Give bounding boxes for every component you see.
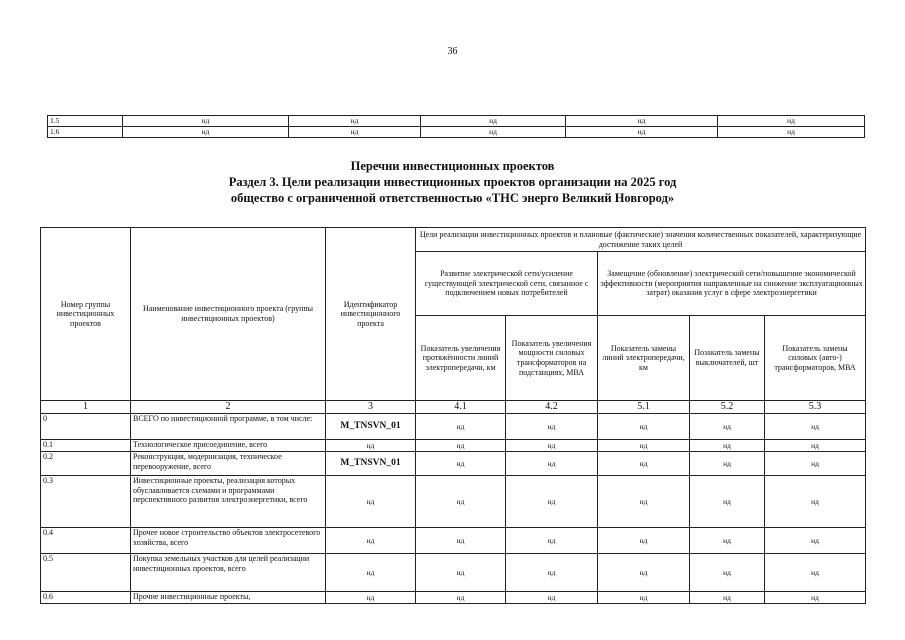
table-row: [41, 528, 866, 554]
table-row: [48, 127, 865, 138]
column-index-cell: 4.2: [506, 401, 598, 414]
indicator-value-cell: нд: [598, 554, 690, 592]
column-index-cell: 5.2: [690, 401, 765, 414]
indicator-value-cell: нд: [598, 452, 690, 476]
group-number-cell: 0.2: [41, 452, 131, 476]
section-headings: [0, 158, 905, 206]
header-indicator-5-3: Показатель замены силовых (авто-) трансформаторов, МВА: [765, 316, 866, 401]
value-cell: нд: [123, 116, 289, 127]
indicator-value-cell: нд: [690, 528, 765, 554]
value-cell: нд: [718, 127, 865, 138]
indicator-value-cell: нд: [765, 414, 866, 440]
indicator-value-cell: нд: [598, 414, 690, 440]
investment-goals-table: [40, 227, 866, 604]
indicator-value-cell: нд: [690, 452, 765, 476]
group-number-cell: 0.5: [41, 554, 131, 592]
project-name-cell: ВСЕГО по инвестиционной программе, в том числе:: [131, 414, 326, 440]
value-cell: нд: [421, 127, 566, 138]
project-name-cell: Технологическое присоединение, всего: [131, 440, 326, 452]
row-code: 1.6: [48, 127, 123, 138]
indicator-value-cell: нд: [598, 440, 690, 452]
indicator-value-cell: нд: [598, 528, 690, 554]
table-row: [41, 554, 866, 592]
identifier-cell: нд: [326, 528, 416, 554]
group-number-cell: 0.6: [41, 592, 131, 604]
group-number-cell: 0: [41, 414, 131, 440]
heading-organization: общество с ограниченной ответственностью «ТНС энерго Великий Новгород»: [230, 191, 675, 205]
indicator-value-cell: нд: [416, 592, 506, 604]
identifier-cell: M_TNSVN_01: [326, 414, 416, 440]
column-index-cell: 4.1: [416, 401, 506, 414]
indicator-value-cell: нд: [765, 440, 866, 452]
indicator-value-cell: нд: [765, 528, 866, 554]
indicator-value-cell: нд: [416, 476, 506, 528]
indicator-value-cell: нд: [598, 592, 690, 604]
column-index-cell: 1: [41, 401, 131, 414]
project-name-cell: Прочее новое строительство объектов электросетевого хозяйства, всего: [131, 528, 326, 554]
group-number-cell: 0.1: [41, 440, 131, 452]
project-name-cell: Инвестиционные проекты, реализация которых обуславливается схемами и программами перспективного развития электроэнергетики, всего: [131, 476, 326, 528]
investment-goals-table-body: [41, 414, 866, 604]
indicator-value-cell: нд: [416, 452, 506, 476]
indicator-value-cell: нд: [690, 440, 765, 452]
header-indicator-4-1: Показатель увеличения протяжённости линий электропередачи, км: [416, 316, 506, 401]
value-cell: нд: [566, 116, 718, 127]
table-row: [41, 592, 866, 604]
header-indicator-5-2: Позакатель замены выключателей, шт: [690, 316, 765, 401]
indicator-value-cell: нд: [598, 476, 690, 528]
indicator-value-cell: нд: [690, 414, 765, 440]
header-goals-title: Цели реализации инвестиционных проектов и плановые (фактические) значения количественных показателей, характеризующие достижение таких целей: [416, 228, 866, 252]
column-index-cell: 3: [326, 401, 416, 414]
indicator-value-cell: нд: [765, 476, 866, 528]
row-code: 1.5: [48, 116, 123, 127]
indicator-value-cell: нд: [765, 452, 866, 476]
page-number: 36: [447, 46, 458, 57]
heading-title: Перечни инвестиционных проектов: [350, 159, 555, 173]
indicator-value-cell: нд: [506, 452, 598, 476]
identifier-cell: нд: [326, 554, 416, 592]
table-row: [41, 440, 866, 452]
indicator-value-cell: нд: [765, 554, 866, 592]
heading-section: Раздел 3. Цели реализации инвестиционных проектов организации на 2025 год: [228, 175, 677, 189]
project-name-cell: Прочие инвестиционные проекты,: [131, 592, 326, 604]
header-group-replacement: Замещение (обновление) электрической сети/повышение экономической эффективности (мероприятия направленные на снижение эксплуатационных затрат) оказания услуг в сфере электроэнергетики: [598, 252, 866, 316]
identifier-cell: нд: [326, 440, 416, 452]
header-group-development: Развитие электрической сети/усиление существующей электрической сети, связанное с подключением новых потребителей: [416, 252, 598, 316]
indicator-value-cell: нд: [416, 528, 506, 554]
indicator-value-cell: нд: [416, 414, 506, 440]
identifier-cell: M_TNSVN_01: [326, 452, 416, 476]
value-cell: нд: [123, 127, 289, 138]
indicator-value-cell: нд: [690, 592, 765, 604]
column-index-cell: 2: [131, 401, 326, 414]
header-identifier: Идентификатор инвестиционного проекта: [326, 228, 416, 401]
identifier-cell: нд: [326, 476, 416, 528]
indicator-value-cell: нд: [506, 440, 598, 452]
value-cell: нд: [566, 127, 718, 138]
table-row: [41, 476, 866, 528]
value-cell: нд: [421, 116, 566, 127]
value-cell: нд: [289, 116, 421, 127]
indicator-value-cell: нд: [416, 440, 506, 452]
identifier-cell: нд: [326, 592, 416, 604]
header-group-number: Номер группы инвестиционных проектов: [41, 228, 131, 401]
previous-section-table-body: [48, 116, 865, 138]
indicator-value-cell: нд: [506, 554, 598, 592]
group-number-cell: 0.3: [41, 476, 131, 528]
column-index-row: [41, 401, 866, 414]
previous-section-table: [47, 115, 865, 138]
indicator-value-cell: нд: [690, 554, 765, 592]
header-project-name: Наименование инвестиционного проекта (группы инвестиционных проектов): [131, 228, 326, 401]
project-name-cell: Покупка земельных участков для целей реализации инвестиционных проектов, всего: [131, 554, 326, 592]
project-name-cell: Реконструкция, модернизация, техническое перевооружение, всего: [131, 452, 326, 476]
table-row: [48, 116, 865, 127]
indicator-value-cell: нд: [506, 528, 598, 554]
indicator-value-cell: нд: [690, 476, 765, 528]
table-row: [41, 452, 866, 476]
table-row: [41, 414, 866, 440]
column-index-cell: 5.1: [598, 401, 690, 414]
indicator-value-cell: нд: [506, 592, 598, 604]
column-index-cell: 5.3: [765, 401, 866, 414]
value-cell: нд: [718, 116, 865, 127]
indicator-value-cell: нд: [416, 554, 506, 592]
indicator-value-cell: нд: [506, 414, 598, 440]
indicator-value-cell: нд: [765, 592, 866, 604]
indicator-value-cell: нд: [506, 476, 598, 528]
header-indicator-4-2: Показатель увеличения мощности силовых трансформаторов на подстанциях, МВА: [506, 316, 598, 401]
header-indicator-5-1: Показатель замены линий электропередачи, км: [598, 316, 690, 401]
group-number-cell: 0.4: [41, 528, 131, 554]
value-cell: нд: [289, 127, 421, 138]
